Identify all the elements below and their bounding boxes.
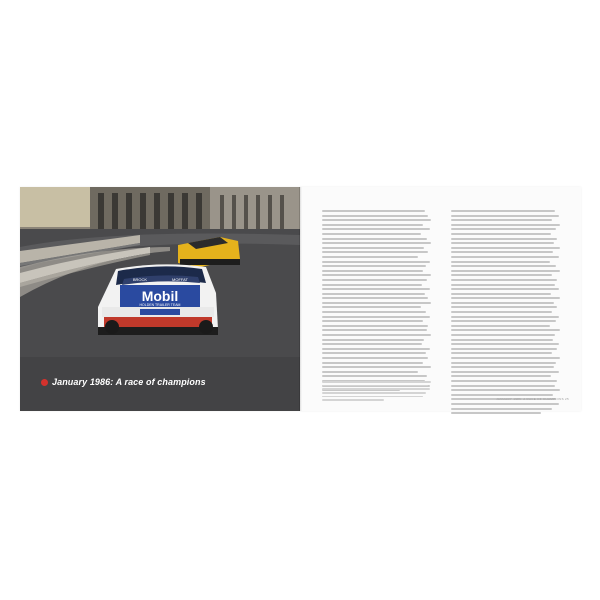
text-line — [322, 247, 424, 249]
text-line — [322, 352, 426, 354]
text-line — [322, 348, 430, 350]
text-line — [322, 224, 423, 226]
text-line — [451, 362, 556, 364]
text-line — [451, 385, 555, 387]
text-line — [322, 325, 428, 327]
text-line — [451, 288, 559, 290]
mobil-race-car — [98, 264, 218, 335]
text-line — [451, 242, 554, 244]
text-line — [451, 389, 560, 391]
text-line — [322, 274, 431, 276]
text-line — [451, 403, 559, 405]
text-line — [322, 261, 430, 263]
text-column-2 — [451, 210, 563, 417]
running-footer: JANUARY 1986: A RACE OF CHAMPIONS 25 — [496, 397, 569, 401]
text-line — [322, 288, 430, 290]
text-line — [451, 297, 560, 299]
text-line — [451, 339, 553, 341]
text-line — [322, 279, 427, 281]
text-line — [451, 210, 555, 212]
text-line — [451, 348, 557, 350]
text-line — [322, 256, 418, 258]
text-line — [322, 215, 428, 217]
text-line — [322, 302, 431, 304]
text-column-1 — [322, 210, 434, 394]
right-page — [302, 187, 581, 411]
footnote-line — [322, 385, 428, 387]
text-line — [451, 366, 554, 368]
photo-caption — [41, 377, 206, 387]
text-line — [322, 270, 423, 272]
text-line — [322, 357, 428, 359]
text-line — [451, 408, 552, 410]
text-line — [322, 343, 422, 345]
text-line — [451, 375, 551, 377]
text-line — [451, 219, 552, 221]
text-line — [451, 279, 557, 281]
text-line — [322, 293, 425, 295]
text-line — [322, 233, 421, 235]
text-line — [451, 256, 559, 258]
text-line — [322, 238, 427, 240]
svg-text:HOLDEN TRAILER TEAM: HOLDEN TRAILER TEAM — [139, 303, 181, 307]
footnote-line — [322, 396, 423, 398]
footnote-line — [322, 392, 426, 394]
text-line — [451, 265, 556, 267]
text-line — [322, 306, 421, 308]
svg-text:Mobil: Mobil — [141, 288, 179, 304]
text-line — [451, 284, 555, 286]
text-line — [451, 380, 557, 382]
text-line — [451, 274, 552, 276]
text-line — [322, 339, 424, 341]
text-line — [451, 329, 560, 331]
text-line — [451, 293, 551, 295]
text-line — [322, 251, 428, 253]
text-line — [322, 320, 423, 322]
text-line — [322, 329, 427, 331]
text-line — [451, 316, 559, 318]
text-line — [451, 233, 551, 235]
text-line — [322, 362, 423, 364]
footnote — [322, 381, 434, 403]
text-line — [451, 325, 550, 327]
text-line — [322, 334, 431, 336]
footnote-line — [322, 388, 430, 390]
svg-text:MOFFAT: MOFFAT — [172, 277, 188, 282]
text-line — [322, 219, 431, 221]
text-line — [322, 284, 422, 286]
text-line — [451, 311, 552, 313]
text-line — [322, 371, 418, 373]
text-line — [451, 357, 560, 359]
footnote-line — [322, 381, 431, 383]
caption-bullet-icon — [41, 379, 48, 386]
text-line — [451, 270, 560, 272]
text-line — [322, 375, 427, 377]
left-page — [20, 187, 300, 411]
text-line — [322, 297, 428, 299]
book-spread — [20, 187, 581, 411]
text-line — [451, 228, 556, 230]
text-line — [451, 215, 559, 217]
text-line — [451, 238, 557, 240]
text-line — [451, 261, 550, 263]
svg-text:BROCK: BROCK — [132, 277, 148, 282]
text-line — [322, 242, 431, 244]
text-line — [322, 366, 431, 368]
text-line — [451, 251, 553, 253]
footnote-line — [322, 399, 384, 401]
text-line — [451, 224, 560, 226]
text-line — [451, 394, 553, 396]
text-line — [451, 371, 559, 373]
text-line — [322, 228, 430, 230]
text-line — [322, 265, 426, 267]
text-line — [451, 302, 554, 304]
caption-text: January 1986: A race of champions — [52, 377, 206, 387]
text-line — [451, 247, 560, 249]
text-line — [451, 412, 541, 414]
text-line — [451, 320, 556, 322]
text-line — [451, 306, 557, 308]
text-line — [322, 311, 426, 313]
text-line — [451, 352, 552, 354]
text-line — [451, 343, 559, 345]
text-line — [322, 316, 430, 318]
text-line — [322, 210, 425, 212]
text-line — [451, 334, 555, 336]
